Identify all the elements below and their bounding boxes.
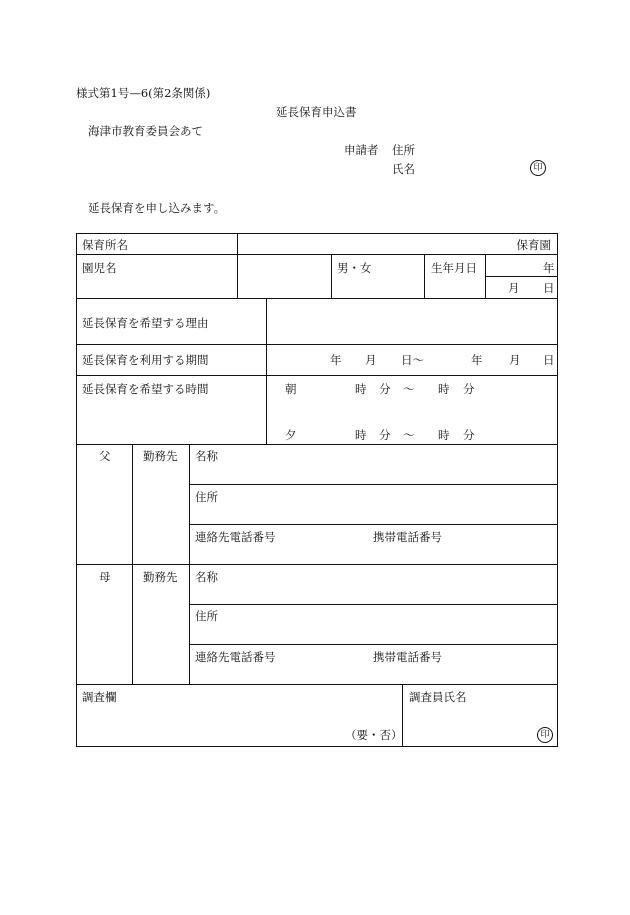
period-day-from: 日～ <box>401 353 424 367</box>
father-label: 父 <box>99 449 111 463</box>
statement: 延長保育を申し込みます。 <box>88 201 226 215</box>
addressee: 海津市教育委員会あて <box>88 124 203 138</box>
father-company-name-label: 名称 <box>195 449 218 463</box>
birth-month: 月 <box>508 281 520 295</box>
gender-choice: 男・女 <box>337 261 372 275</box>
evening-label: 夕 <box>285 428 297 442</box>
child-name-label: 園児名 <box>82 261 117 275</box>
row-divider <box>77 344 557 345</box>
mother-workplace-label: 勤務先 <box>143 570 178 584</box>
col-divider <box>237 234 238 298</box>
father-workplace-label: 勤務先 <box>143 449 178 463</box>
birthdate-label: 生年月日 <box>431 261 477 275</box>
reason-label: 延長保育を希望する理由 <box>82 316 209 330</box>
form-number: 様式第1号—6(第2条関係) <box>76 86 211 100</box>
row-divider <box>77 298 557 299</box>
row-divider <box>77 564 557 565</box>
evening-hour-from: 時 <box>355 428 367 442</box>
period-year-from: 年 <box>330 353 342 367</box>
morning-hour-from: 時 <box>355 382 367 396</box>
row-divider <box>189 644 557 645</box>
applicant-label: 申請者 <box>344 143 379 157</box>
inspector-seal-icon: 印 <box>537 727 553 743</box>
period-month-from: 月 <box>365 353 377 367</box>
col-divider <box>331 254 332 298</box>
father-company-address-label: 住所 <box>195 490 218 504</box>
col-divider <box>266 298 267 444</box>
col-divider <box>132 444 133 684</box>
col-divider <box>189 444 190 684</box>
morning-label: 朝 <box>285 382 297 396</box>
morning-hour-to: 時 <box>438 382 450 396</box>
evening-minute-from: 分 <box>379 428 391 442</box>
father-mobile-phone-label: 携帯電話番号 <box>373 530 442 544</box>
birthdate-divider <box>485 276 557 277</box>
survey-label: 調査欄 <box>82 690 117 704</box>
evening-minute-to: 分 <box>463 428 475 442</box>
mother-company-address-label: 住所 <box>195 609 218 623</box>
mother-label: 母 <box>99 570 111 584</box>
evening-tilde: ～ <box>403 428 415 442</box>
survey-result: （要・否） <box>345 728 403 742</box>
mother-company-name-label: 名称 <box>195 570 218 584</box>
nursery-suffix: 保育園 <box>516 238 551 252</box>
birth-day: 日 <box>543 281 555 295</box>
period-day-to: 日 <box>543 353 555 367</box>
col-divider <box>485 254 486 298</box>
father-contact-phone-label: 連絡先電話番号 <box>195 530 276 544</box>
applicant-seal-icon: 印 <box>530 160 546 176</box>
applicant-address-label: 住所 <box>392 143 415 157</box>
evening-hour-to: 時 <box>438 428 450 442</box>
col-divider <box>424 254 425 298</box>
row-divider <box>189 484 557 485</box>
row-divider <box>77 684 557 685</box>
birth-year: 年 <box>543 261 555 275</box>
row-divider <box>189 604 557 605</box>
mother-mobile-phone-label: 携帯電話番号 <box>373 650 442 664</box>
page-title: 延長保育申込書 <box>276 105 357 119</box>
row-divider <box>77 375 557 376</box>
applicant-name-label: 氏名 <box>392 162 415 176</box>
morning-minute-to: 分 <box>463 382 475 396</box>
period-year-to: 年 <box>471 353 483 367</box>
period-label: 延長保育を利用する期間 <box>82 353 209 367</box>
application-table <box>76 233 558 747</box>
mother-contact-phone-label: 連絡先電話番号 <box>195 650 276 664</box>
time-label: 延長保育を希望する時間 <box>82 382 209 396</box>
inspector-label: 調査員氏名 <box>409 690 467 704</box>
morning-tilde: ～ <box>403 382 415 396</box>
row-divider <box>77 444 557 445</box>
row-divider <box>189 524 557 525</box>
nursery-label: 保育所名 <box>82 238 128 252</box>
period-month-to: 月 <box>509 353 521 367</box>
morning-minute-from: 分 <box>379 382 391 396</box>
